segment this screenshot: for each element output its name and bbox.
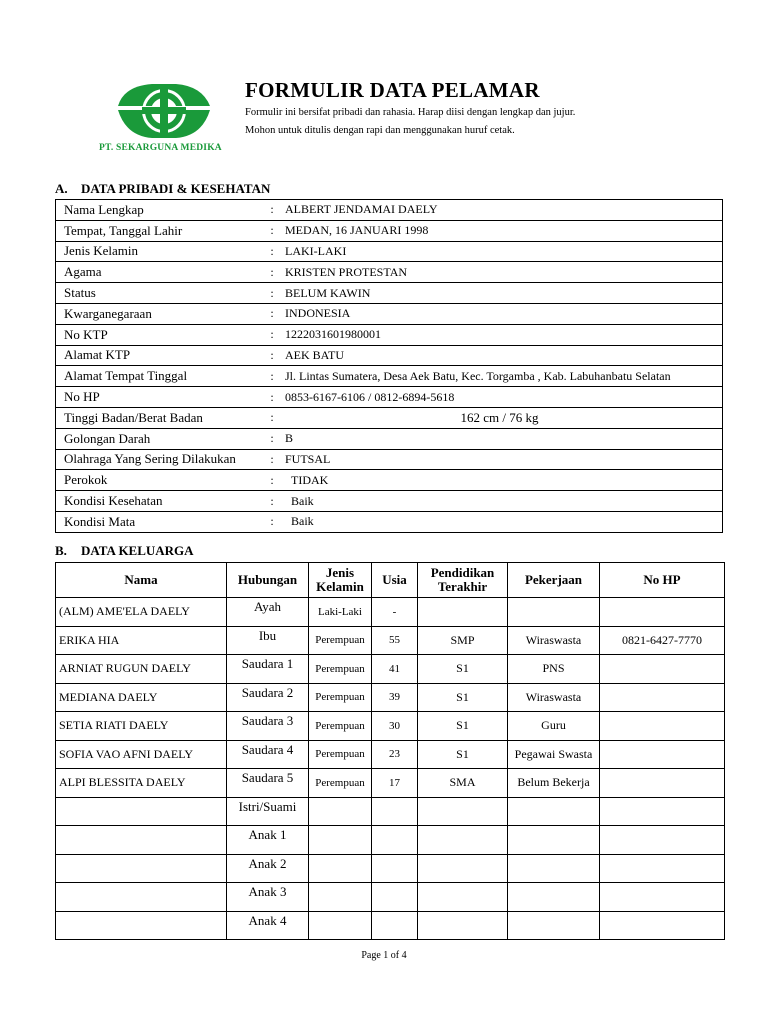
family-cell-usia: 17 [372,769,418,798]
personal-row-value: B [277,428,723,449]
family-row [56,740,725,769]
family-cell-pekerjaan [508,598,600,627]
header-pekerjaan: Pekerjaan [508,563,600,598]
family-cell-jenis-kelamin [309,854,372,883]
company-logo [116,80,212,142]
header-jenis-kelamin-line-1: Jenis [325,565,355,580]
personal-row-label: Kwarganegaraan [56,303,268,324]
family-cell-jenis-kelamin: Perempuan [309,655,372,684]
family-cell-pekerjaan: PNS [508,655,600,684]
section-b-title: DATA KELUARGA [81,543,194,558]
personal-data-table [55,199,723,533]
personal-row [56,511,723,532]
personal-row-value: ALBERT JENDAMAI DAELY [277,200,723,221]
personal-row [56,220,723,241]
family-cell-pendidikan: SMP [418,626,508,655]
family-cell-no-hp [600,826,725,855]
family-cell-pendidikan: S1 [418,683,508,712]
family-cell-hubungan: Saudara 4 [227,740,309,769]
personal-row-colon: : [267,491,277,512]
family-cell-usia: 23 [372,740,418,769]
personal-row [56,324,723,345]
personal-row-label: Olahraga Yang Sering Dilakukan [56,449,268,470]
family-cell-nama: (ALM) AME'ELA DAELY [56,598,227,627]
family-cell-usia: 41 [372,655,418,684]
family-row [56,626,725,655]
family-cell-nama [56,826,227,855]
header-no-hp: No HP [600,563,725,598]
family-cell-no-hp [600,854,725,883]
family-cell-pendidikan: S1 [418,655,508,684]
family-cell-jenis-kelamin: Perempuan [309,769,372,798]
family-cell-pekerjaan: Guru [508,712,600,741]
family-cell-jenis-kelamin: Laki-Laki [309,598,372,627]
family-row [56,683,725,712]
family-cell-usia: 55 [372,626,418,655]
family-cell-usia [372,854,418,883]
family-cell-pendidikan: S1 [418,740,508,769]
personal-row-colon: : [267,303,277,324]
family-cell-nama: ERIKA HIA [56,626,227,655]
personal-row-colon: : [267,220,277,241]
personal-row-value: MEDAN, 16 JANUARI 1998 [277,220,723,241]
family-cell-pekerjaan [508,911,600,940]
form-title: FORMULIR DATA PELAMAR [245,78,540,102]
family-row [56,797,725,826]
family-cell-hubungan: Ibu [227,626,309,655]
personal-row [56,491,723,512]
personal-row-label: Alamat Tempat Tinggal [56,366,268,387]
personal-row-colon: : [267,387,277,408]
section-a-letter: A. [55,181,68,196]
family-cell-hubungan: Ayah [227,598,309,627]
family-cell-pendidikan: S1 [418,712,508,741]
personal-row [56,387,723,408]
family-row [56,712,725,741]
personal-row-value: Jl. Lintas Sumatera, Desa Aek Batu, Kec. Torgamba , Kab. Labuhanbatu Selatan [277,366,723,387]
family-cell-nama [56,911,227,940]
personal-row-colon: : [267,324,277,345]
personal-row [56,262,723,283]
family-cell-nama: MEDIANA DAELY [56,683,227,712]
personal-row-value: TIDAK [277,470,723,491]
personal-row [56,407,723,428]
family-cell-pekerjaan [508,854,600,883]
family-cell-no-hp: 0821-6427-7770 [600,626,725,655]
personal-row-colon: : [267,262,277,283]
family-cell-pekerjaan [508,883,600,912]
family-cell-no-hp [600,769,725,798]
personal-row [56,470,723,491]
section-a-heading [55,181,270,197]
form-subtitle-2: Mohon untuk ditulis dengan rapi dan menggunakan huruf cetak. [245,125,515,136]
family-row [56,883,725,912]
section-a-title: DATA PRIBADI & KESEHATAN [81,181,271,196]
personal-row-colon: : [267,407,277,428]
personal-row-colon: : [267,428,277,449]
family-cell-usia: - [372,598,418,627]
personal-row-label: Nama Lengkap [56,200,268,221]
family-cell-pekerjaan: Pegawai Swasta [508,740,600,769]
family-row [56,598,725,627]
personal-row-label: Golongan Darah [56,428,268,449]
personal-row-value: KRISTEN PROTESTAN [277,262,723,283]
family-cell-usia [372,911,418,940]
header-pendidikan-line-2: Terakhir [437,579,488,594]
family-cell-pekerjaan: Wiraswasta [508,683,600,712]
personal-row-colon: : [267,366,277,387]
family-cell-jenis-kelamin: Perempuan [309,626,372,655]
family-cell-no-hp [600,883,725,912]
personal-row-label: Status [56,283,268,304]
family-cell-hubungan: Anak 1 [227,826,309,855]
personal-row-value: Baik [277,491,723,512]
family-cell-usia: 39 [372,683,418,712]
personal-row-value: LAKI-LAKI [277,241,723,262]
personal-row [56,345,723,366]
family-cell-hubungan: Anak 3 [227,883,309,912]
personal-row [56,283,723,304]
personal-row-label: Jenis Kelamin [56,241,268,262]
family-row [56,911,725,940]
family-cell-usia: 30 [372,712,418,741]
personal-row-value: INDONESIA [277,303,723,324]
personal-row-label: Perokok [56,470,268,491]
family-cell-jenis-kelamin: Perempuan [309,740,372,769]
family-cell-hubungan: Anak 4 [227,911,309,940]
family-cell-pekerjaan: Belum Bekerja [508,769,600,798]
personal-row-colon: : [267,241,277,262]
personal-row-label: No HP [56,387,268,408]
family-cell-jenis-kelamin [309,911,372,940]
family-cell-no-hp [600,683,725,712]
header-pendidikan-line-1: Pendidikan [430,565,495,580]
family-cell-jenis-kelamin [309,826,372,855]
personal-row-value: 1222031601980001 [277,324,723,345]
family-cell-pekerjaan: Wiraswasta [508,626,600,655]
personal-row [56,428,723,449]
family-cell-hubungan: Anak 2 [227,854,309,883]
personal-row-colon: : [267,200,277,221]
family-cell-pendidikan [418,797,508,826]
family-cell-pendidikan [418,911,508,940]
personal-row-colon: : [267,511,277,532]
family-cell-no-hp [600,797,725,826]
family-cell-usia [372,883,418,912]
family-cell-nama: ARNIAT RUGUN DAELY [56,655,227,684]
family-cell-pendidikan [418,854,508,883]
family-cell-nama: SOFIA VAO AFNI DAELY [56,740,227,769]
personal-row-value: 0853-6167-6106 / 0812-6894-5618 [277,387,723,408]
family-data-table [55,562,725,940]
family-row [56,826,725,855]
form-subtitle-1: Formulir ini bersifat pribadi dan rahasia. Harap diisi dengan lengkap dan jujur. [245,107,576,118]
header-hubungan: Hubungan [227,563,309,598]
personal-row [56,241,723,262]
personal-row-value: BELUM KAWIN [277,283,723,304]
family-cell-pendidikan [418,883,508,912]
personal-row [56,303,723,324]
personal-row-value: FUTSAL [277,449,723,470]
family-cell-hubungan: Saudara 1 [227,655,309,684]
family-cell-jenis-kelamin [309,883,372,912]
header-pendidikan [418,563,508,598]
company-name: PT. SEKARGUNA MEDIKA [99,143,222,153]
family-cell-nama [56,883,227,912]
family-cell-jenis-kelamin: Perempuan [309,712,372,741]
family-cell-pendidikan [418,598,508,627]
family-cell-nama: ALPI BLESSITA DAELY [56,769,227,798]
family-cell-no-hp [600,911,725,940]
family-cell-nama: SETIA RIATI DAELY [56,712,227,741]
personal-row-value: AEK BATU [277,345,723,366]
family-cell-no-hp [600,740,725,769]
page-number: Page 1 of 4 [361,950,407,961]
personal-row-colon: : [267,283,277,304]
header-nama: Nama [56,563,227,598]
family-cell-jenis-kelamin: Perempuan [309,683,372,712]
family-cell-nama [56,797,227,826]
family-row [56,854,725,883]
personal-row-colon: : [267,345,277,366]
header-jenis-kelamin [309,563,372,598]
family-cell-pekerjaan [508,826,600,855]
family-cell-jenis-kelamin [309,797,372,826]
family-cell-hubungan: Saudara 3 [227,712,309,741]
family-cell-pekerjaan [508,797,600,826]
personal-row [56,449,723,470]
family-cell-hubungan: Istri/Suami [227,797,309,826]
family-cell-nama [56,854,227,883]
personal-row-label: Agama [56,262,268,283]
personal-row-label: Tinggi Badan/Berat Badan [56,407,268,428]
family-row [56,655,725,684]
personal-row-label: Tempat, Tanggal Lahir [56,220,268,241]
personal-row-label: Alamat KTP [56,345,268,366]
section-b-letter: B. [55,543,67,558]
family-cell-no-hp [600,655,725,684]
family-cell-no-hp [600,598,725,627]
family-header-row [56,563,725,598]
personal-row-label: Kondisi Mata [56,511,268,532]
personal-row-value: 162 cm / 76 kg [277,407,723,428]
family-cell-usia [372,826,418,855]
personal-row [56,200,723,221]
family-cell-usia [372,797,418,826]
family-cell-pendidikan: SMA [418,769,508,798]
personal-row-label: No KTP [56,324,268,345]
personal-row-value: Baik [277,511,723,532]
family-row [56,769,725,798]
family-cell-hubungan: Saudara 5 [227,769,309,798]
header-jenis-kelamin-line-2: Kelamin [316,579,364,594]
section-b-heading [55,543,194,559]
family-cell-hubungan: Saudara 2 [227,683,309,712]
personal-row [56,366,723,387]
family-cell-no-hp [600,712,725,741]
family-cell-pendidikan [418,826,508,855]
personal-row-colon: : [267,449,277,470]
personal-row-colon: : [267,470,277,491]
personal-row-label: Kondisi Kesehatan [56,491,268,512]
header-usia: Usia [372,563,418,598]
